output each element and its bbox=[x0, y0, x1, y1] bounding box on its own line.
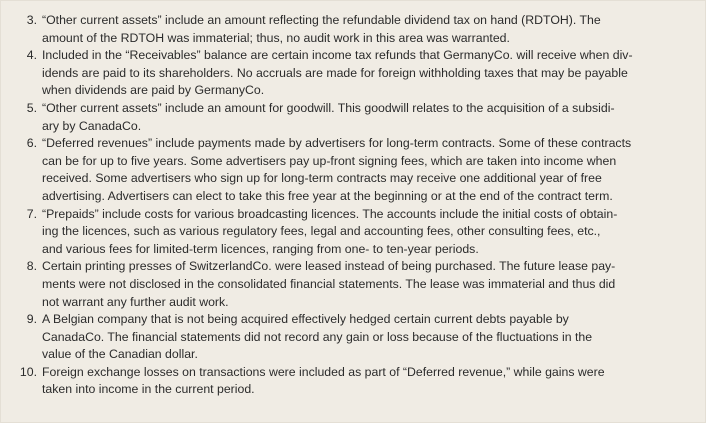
note-line: CanadaCo. The financial statements did not record any gain or loss because of the fluctuations in the bbox=[42, 329, 593, 344]
note-line: amount of the RDTOH was immaterial; thus, no audit work in this area was warranted. bbox=[42, 30, 510, 45]
note-number: 10. bbox=[19, 364, 37, 379]
note-line: received. Some advertisers who sign up for long-term contracts may receive one additional year of free bbox=[42, 171, 602, 186]
note-line: ments were not disclosed in the consolidated financial statements. The lease was immaterial and thus did bbox=[42, 276, 616, 291]
note-line: idends are paid to its shareholders. No accruals are made for foreign withholding taxes that may be payable bbox=[42, 65, 628, 80]
note-line: not warrant any further audit work. bbox=[42, 294, 229, 309]
note-line: “Deferred revenues” include payments made by advertisers for long-term contracts. Some of these contracts bbox=[42, 136, 632, 151]
note-line: ing the licences, such as various regulatory fees, legal and accounting fees, other consulting fees, etc., bbox=[42, 224, 601, 239]
note-line: can be for up to five years. Some advertisers pay up-front signing fees, which are taken into income when bbox=[42, 153, 617, 168]
note-10 bbox=[1, 364, 706, 399]
note-8 bbox=[1, 258, 706, 311]
note-number: 5. bbox=[26, 100, 37, 115]
note-number: 7. bbox=[26, 206, 37, 221]
note-4 bbox=[1, 47, 706, 100]
note-line: taken into income in the current period. bbox=[42, 382, 255, 397]
note-line: when dividends are paid by GermanyCo. bbox=[42, 83, 265, 98]
note-7 bbox=[1, 206, 706, 259]
note-line: Included in the “Receivables” balance are certain income tax refunds that GermanyCo. will receive when div- bbox=[42, 48, 633, 63]
note-6 bbox=[1, 135, 706, 205]
note-line: ary by CanadaCo. bbox=[42, 118, 142, 133]
note-line: “Prepaids” include costs for various broadcasting licences. The accounts include the initial costs of obtain- bbox=[42, 206, 618, 221]
note-number: 3. bbox=[26, 13, 37, 27]
note-line: Certain printing presses of SwitzerlandCo. were leased instead of being purchased. The future lease pay- bbox=[42, 259, 616, 274]
notes-list bbox=[1, 12, 706, 399]
note-5 bbox=[1, 100, 706, 135]
note-line: Foreign exchange losses on transactions were included as part of “Deferred revenue,” while gains were bbox=[42, 364, 605, 379]
note-line: “Other current assets” include an amount for goodwill. This goodwill relates to the acquisition of a subsidi- bbox=[42, 100, 615, 115]
note-number: 4. bbox=[26, 48, 37, 63]
note-line: “Other current assets” include an amount reflecting the refundable dividend tax on hand (RDTOH). The bbox=[42, 13, 601, 27]
note-line: value of the Canadian dollar. bbox=[42, 347, 198, 362]
note-9 bbox=[1, 311, 706, 364]
note-line: advertising. Advertisers can elect to take this free year at the beginning or at the end of the contract term. bbox=[42, 188, 613, 203]
note-line: and various fees for limited-term licences, ranging from one- to ten-year periods. bbox=[42, 241, 479, 256]
note-line: A Belgian company that is not being acquired effectively hedged certain current debts payable by bbox=[42, 312, 569, 327]
note-number: 6. bbox=[26, 136, 37, 151]
note-number: 9. bbox=[26, 312, 37, 327]
note-3 bbox=[1, 12, 706, 47]
note-number: 8. bbox=[26, 259, 37, 274]
